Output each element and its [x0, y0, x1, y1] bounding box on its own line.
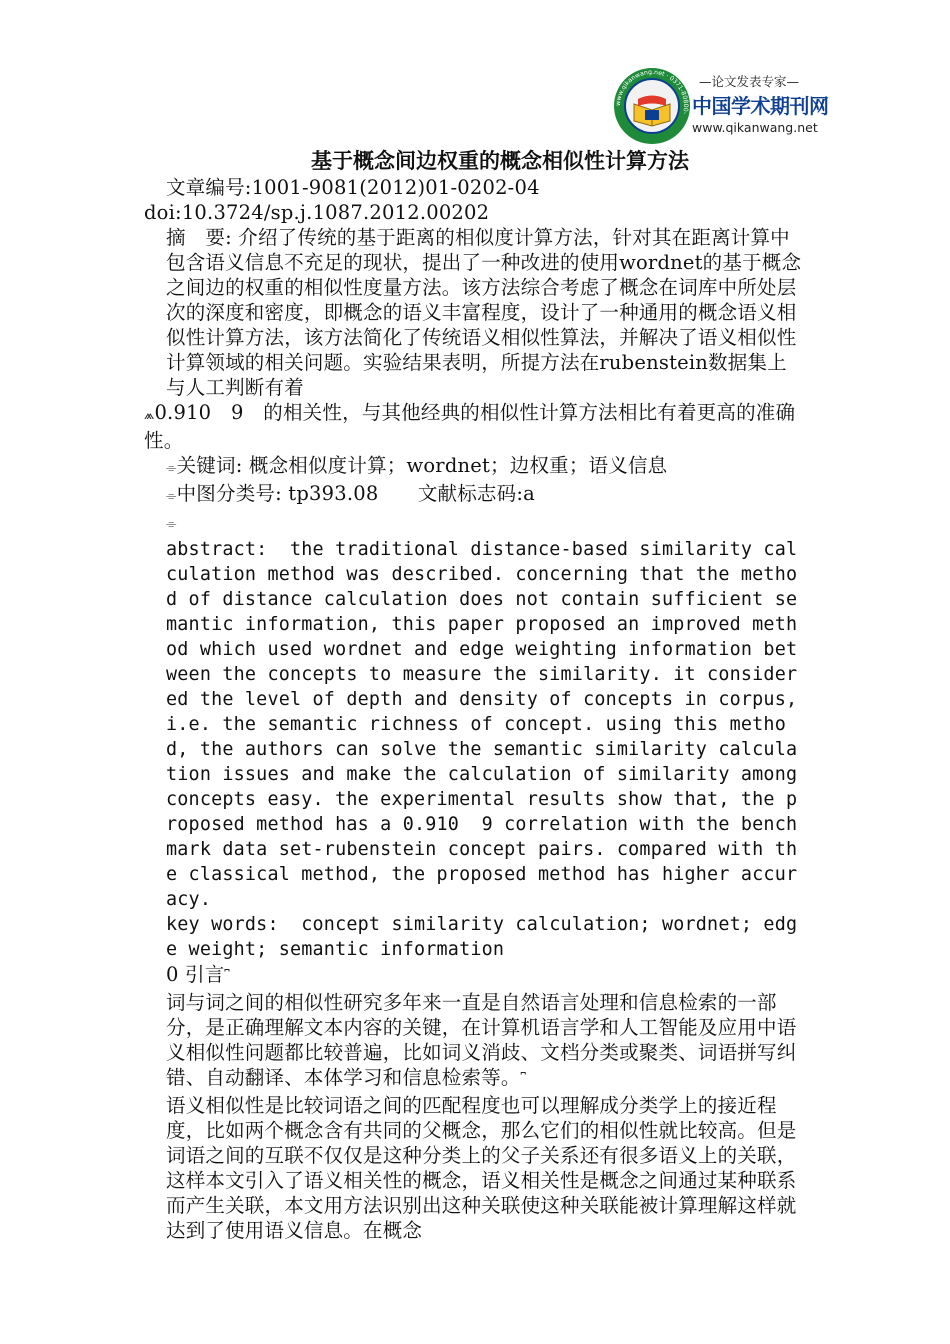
inline-mark-icon: ⌯	[166, 517, 177, 532]
clc-line	[144, 481, 804, 509]
abstract-cn: 摘 要: 介绍了传统的基于距离的相似度计算方法，针对其在距离计算中包含语义信息不充足的现状，提出了一种改进的使用wordnet的基于概念之间边的权重的相似性度量方法。该方法综合考虑了概念在词库中所处层次的深度和密度，即概念的语义丰富程度，设计了一种通用的概念语义相似性计算方法，该方法简化了传统语义相似性算法，并解决了语义相似性计算领域的相关问题。实验结果表明，所提方法在rubenstein数据集上与人工判断有着	[166, 226, 802, 399]
inline-mark-icon: ⌯	[166, 489, 177, 504]
section-heading-line	[144, 962, 804, 990]
abstract-cn-tail: 0.910 9 的相关性，与其他经典的相似性计算方法相比有着更高的准确性。	[144, 401, 796, 452]
abstract-en: abstract: the traditional distance-based similarity calculation method was described. concerning that the method of distance calculation does not contain sufficient semantic information, this paper proposed an improved method which used wordnet and edge weighting information between the concepts to measure the similarity. it considered the level of depth and density of concepts in corpus, i.e. the semantic richness of concept. using this method, the authors can solve the semantic similarity calculation issues and make the calculation of similarity among concepts easy. the experimental results show that, the proposed method has a 0.910 9 correlation with the benchmark data set-rubenstein concept pairs. compared with the classical method, the proposed method has higher accuracy.	[166, 539, 809, 910]
logo-tagline: —论文发表专家—	[698, 74, 799, 89]
section-heading: 0 引言	[166, 963, 225, 986]
paragraph-2: 语义相似性是比较词语之间的匹配程度也可以理解成分类学上的接近程度，比如两个概念含有共同的父概念，那么它们的相似性就比较高。但是词语之间的互联不仅仅是这种分类上的父子关系还有很多语义上的关联，这样本文引入了语义相关性的概念，语义相关性是概念之间通过某种联系而产生关联，本文用方法识别出这种关联使这种关联能被计算理解这样就达到了使用语义信息。在概念	[166, 1094, 797, 1242]
keywords-cn: 关键词: 概念相似度计算；wordnet；边权重；语义信息	[176, 454, 668, 477]
doi: doi:10.3724/sp.j.1087.2012.00202	[144, 201, 490, 224]
paragraph-mark-icon: ⎴	[520, 1073, 527, 1088]
logo-url: www.qikanwang.net	[692, 120, 818, 135]
logo-ring-text: www.qikanwang.net · 0371-80800-	[614, 68, 690, 115]
keywords-en: key words: concept similarity calculation; wordnet; edge weight; semantic information	[166, 914, 798, 960]
logo-name: 中国学术期刊网	[692, 94, 829, 118]
paragraph-1-line	[144, 990, 804, 1093]
article-body	[144, 175, 809, 1243]
article-title: 基于概念间边权重的概念相似性计算方法	[311, 149, 689, 173]
abstract-cn-tail-line	[144, 400, 804, 453]
article-number: 文章编号:1001-9081(2012)01-0202-04	[166, 176, 540, 199]
site-logo	[612, 66, 829, 148]
section-mark-icon: ⎴	[224, 970, 230, 985]
logo-emblem-icon	[612, 66, 692, 146]
keywords-cn-line	[144, 453, 804, 481]
classification-code: 中图分类号: tp393.08 文献标志码:a	[176, 482, 535, 505]
inline-mark-icon: ⌯	[166, 461, 177, 476]
blank-mark-line	[144, 509, 804, 537]
inline-mark-icon: ⩕	[144, 408, 155, 423]
paragraph-1: 词与词之间的相似性研究多年来一直是自然语言处理和信息检索的一部分，是正确理解文本内容的关键，在计算机语言学和人工智能及应用中语义相似性问题都比较普遍，比如词义消歧、文档分类或聚类、词语拼写纠错、自动翻译、本体学习和信息检索等。	[166, 991, 797, 1089]
